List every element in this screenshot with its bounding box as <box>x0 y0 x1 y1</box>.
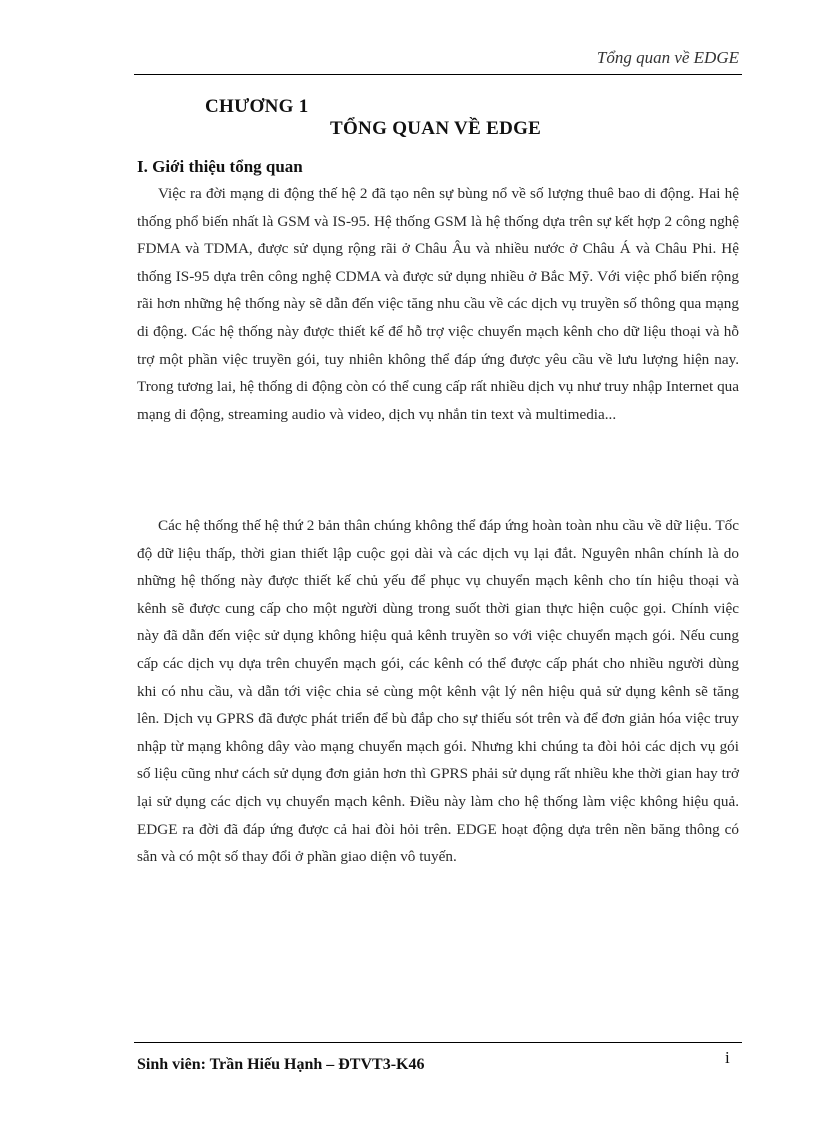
running-header: Tổng quan về EDGE <box>596 48 739 67</box>
footer-author: Sinh viên: Trần Hiếu Hạnh – ĐTVT3-K46 <box>137 1056 425 1073</box>
body-paragraph: Việc ra đời mạng di động thế hệ 2 đã tạo nên sự bùng nổ về số lượng thuê bao di động. Hai hệ thống phổ biến nhất là GSM và IS-95. Hệ thống GSM là hệ thống dựa trên sự kết hợp 2 công nghệ FDMA và TDMA, được sử dụng rộng rãi ở Châu Âu và nhiều nước ở Châu Á và Châu Phi. Hệ thống IS-95 dựa trên công nghệ CDMA và được sử dụng nhiều ở Bắc Mỹ. Với việc phổ biến rộng rãi hơn những hệ thống này sẽ dẫn đến việc tăng nhu cầu về các dịch vụ truyền số thông qua mạng di động. Các hệ thống này được thiết kế để hỗ trợ việc chuyển mạch kênh cho dữ liệu thoại và hỗ trợ một phần việc truyền gói, tuy nhiên không thể đáp ứng được yêu cầu về lưu lượng hiện nay. Trong tương lai, hệ thống di động còn có thể cung cấp rất nhiều dịch vụ như truy nhập Internet qua mạng di động, streaming audio và video, dịch vụ nhắn tin text và multimedia... <box>137 185 739 423</box>
page-number: i <box>725 1048 730 1067</box>
body-paragraph: Các hệ thống thế hệ thứ 2 bản thân chúng không thể đáp ứng hoàn toàn nhu cầu về dữ liệu. Tốc độ dữ liệu thấp, thời gian thiết lập cuộc gọi dài và các dịch vụ lại đắt. Nguyên nhân chính là do những hệ thống này được thiết kế chủ yếu để phục vụ chuyển mạch kênh cho tín hiệu thoại và kênh sẽ được cung cấp cho một người dùng trong suốt thời gian thực hiện cuộc gọi. Chính việc này đã dẫn đến việc sử dụng không hiệu quả kênh truyền so với việc chuyển mạch gói. Nếu cung cấp các dịch vụ dựa trên chuyển mạch gói, các kênh có thể được cấp phát cho nhiều người dùng khi có nhu cầu, và dẫn tới việc chia sẻ cùng một kênh vật lý nên hiệu quả sử dụng kênh sẽ tăng lên. Dịch vụ GPRS đã được phát triển để bù đắp cho sự thiếu sót trên và để đơn giản hóa việc truy nhập từ mạng không dây vào mạng chuyển mạch gói. Nhưng khi chúng ta đòi hỏi các dịch vụ gói số liệu cũng như cách sử dụng đơn giản hơn thì GPRS phải sử dụng rất nhiều khe thời gian hay trở lại sử dụng các dịch vụ chuyển mạch kênh. Điều này làm cho hệ thống làm việc không hiệu quả. EDGE ra đời đã đáp ứng được cả hai đòi hỏi trên. EDGE hoạt động dựa trên nền băng thông có sẵn và có một số thay đổi ở phần giao diện vô tuyến. <box>137 517 739 866</box>
chapter-number: CHƯƠNG 1 <box>205 96 309 117</box>
header-divider <box>134 74 742 75</box>
chapter-title: TỔNG QUAN VỀ EDGE <box>330 118 542 139</box>
section-heading: I. Giới thiệu tổng quan <box>137 157 303 176</box>
footer-divider <box>134 1042 742 1043</box>
